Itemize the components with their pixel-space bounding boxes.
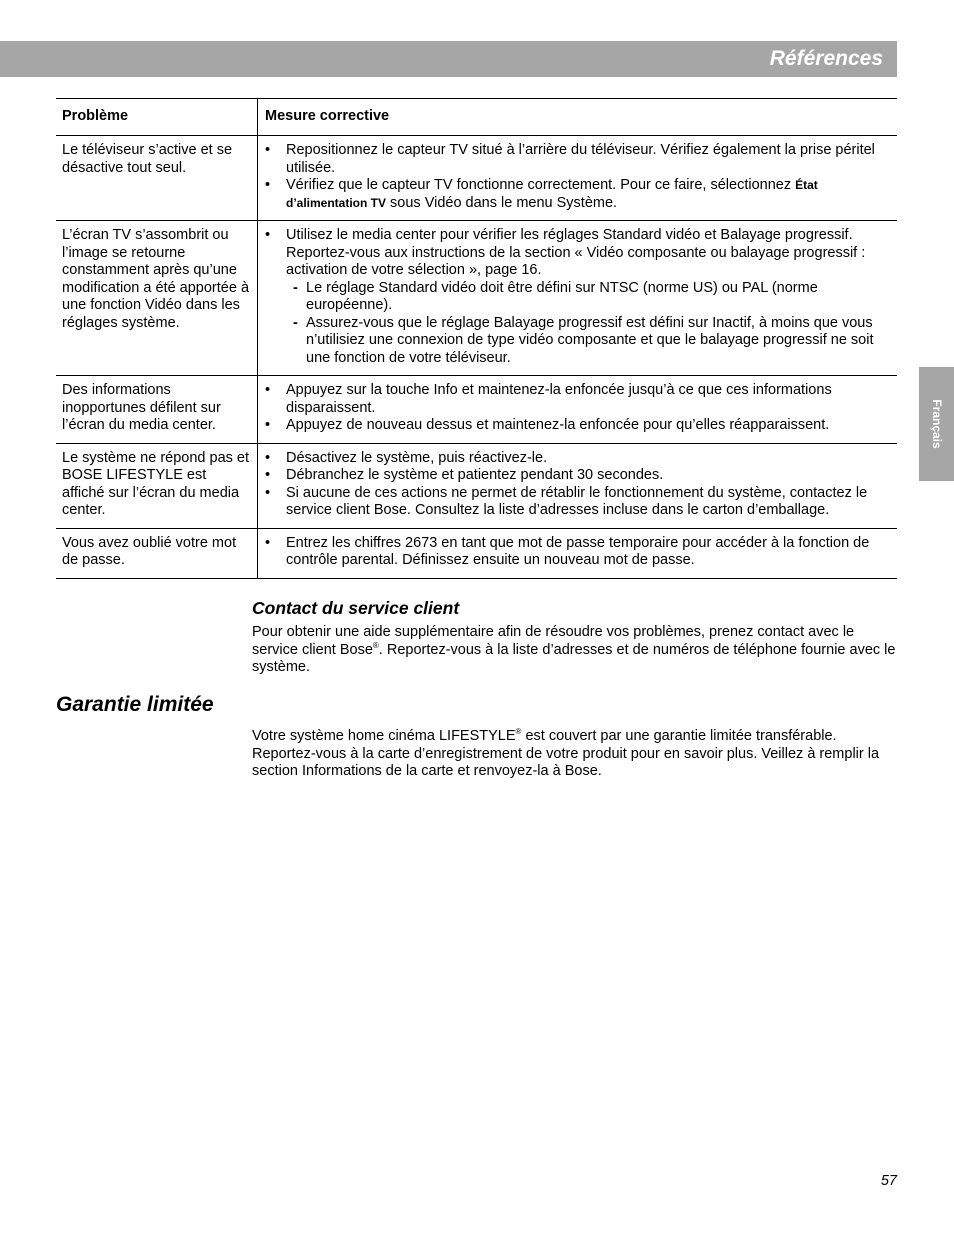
solution-bullet: • Utilisez le media center pour vérifier les réglages Standard vidéo et Balayage progressif. Reportez-vous aux instructions de la section « Vidéo composante ou balayage progressif : activation de votre sélection », page 16. - Le réglage Standard vidéo doit être défini sur NTSC (norme US) ou PAL (norme européenne). - Assurez-vous que le réglage Balayage progressif est défini sur Inactif, à moins que vous n’utilisiez une connexion de type vidéo composante et que le balayage progressif ne soit une fonction de votre téléviseur. (265, 227, 891, 367)
problem-cell: Le système ne répond pas et BOSE LIFESTYLE est affiché sur l’écran du media center. (56, 443, 258, 528)
page-number: 57 (880, 1173, 897, 1189)
solution-bullet: • Vérifiez que le capteur TV fonctionne correctement. Pour ce faire, sélectionnez État d’alimentation TV sous Vidéo dans le menu Système. (265, 177, 891, 212)
contact-section-body: Pour obtenir une aide supplémentaire afin de résoudre vos problèmes, prenez contact avec le service client Bose®. Reportez-vous à la liste d’adresses et de numéros de téléphone fournie avec le système. (252, 624, 896, 675)
solution-bullet: • Désactivez le système, puis réactivez-le. (265, 450, 891, 468)
contact-section-title: Contact du service client (252, 598, 460, 618)
problem-cell: Des informations inopportunes défilent sur l’écran du media center. (56, 376, 258, 444)
table-row (56, 221, 897, 376)
table-row (56, 443, 897, 528)
column-header-problem: Problème (56, 99, 258, 136)
solution-bullet: • Appuyez sur la touche Info et maintenez-la enfoncée jusqu’à ce que ces informations disparaissent. (265, 382, 891, 417)
header-bar (0, 41, 897, 77)
problem-cell: L’écran TV s’assombrit ou l’image se retourne constamment après qu’une modification a été apportée à une fonction Vidéo dans les réglages système. (56, 221, 258, 376)
troubleshooting-table (56, 98, 897, 579)
column-header-solution: Mesure corrective (258, 99, 898, 136)
solution-bullet: • Débranchez le système et patientez pendant 30 secondes. (265, 467, 891, 485)
problem-cell: Vous avez oublié votre mot de passe. (56, 528, 258, 578)
solution-sub-item: - Assurez-vous que le réglage Balayage progressif est défini sur Inactif, à moins que vous n’utilisiez une connexion de type vidéo composante et que le balayage progressif ne soit une fonction de votre téléviseur. (286, 315, 891, 368)
table-row (56, 136, 897, 221)
language-tab (919, 367, 954, 481)
page-title: Références (769, 47, 883, 70)
problem-cell: Le téléviseur s’active et se désactive tout seul. (56, 136, 258, 221)
registered-mark: ® (515, 727, 522, 737)
solution-cell (258, 376, 898, 444)
solution-bullet: • Si aucune de ces actions ne permet de rétablir le fonctionnement du système, contactez le service client Bose. Consultez la liste d’adresses incluse dans le carton d’emballage. (265, 485, 891, 520)
language-tab-label: Français (929, 399, 944, 449)
solution-sub-item: - Le réglage Standard vidéo doit être défini sur NTSC (norme US) ou PAL (norme européenne). (286, 280, 891, 315)
menu-option-label: État d’alimentation TV (286, 178, 818, 210)
registered-mark: ® (372, 640, 379, 650)
solution-cell (258, 136, 898, 221)
solution-cell (258, 221, 898, 376)
solution-bullet: • Appuyez de nouveau dessus et maintenez-la enfoncée pour qu’elles réapparaissent. (265, 417, 891, 435)
solution-bullet: • Repositionnez le capteur TV situé à l’arrière du téléviseur. Vérifiez également la prise péritel utilisée. (265, 142, 891, 177)
solution-cell (258, 443, 898, 528)
solution-cell (258, 528, 898, 578)
solution-bullet: • Entrez les chiffres 2673 en tant que mot de passe temporaire pour accéder à la fonction de contrôle parental. Définissez ensuite un nouveau mot de passe. (265, 535, 891, 570)
table-row (56, 376, 897, 444)
warranty-section-body: Votre système home cinéma LIFESTYLE® est couvert par une garantie limitée transférable. Reportez-vous à la carte d’enregistrement de votre produit pour en savoir plus. Veillez à remplir la section Informations de la carte et renvoyez-la à Bose. (252, 727, 880, 779)
table-header-row (56, 99, 897, 136)
warranty-section-title: Garantie limitée (56, 693, 214, 716)
table-row (56, 528, 897, 578)
